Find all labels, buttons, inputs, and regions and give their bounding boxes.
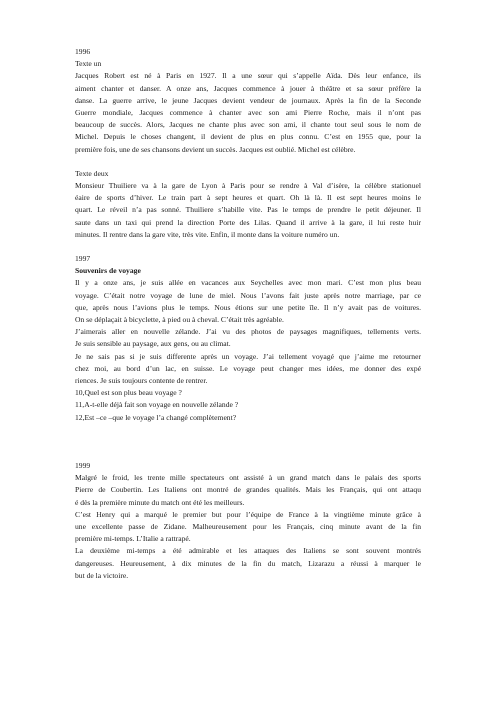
text-one-line: Guerre mondiale, Jacques commence à chanter avec son ami Pierre Roche, mais il n’ont pas (75, 108, 421, 118)
text-one-line: danse. La guerre arrive, le jeune Jacques devient vendeur de journaux. Après la fin de la Seconde (75, 95, 421, 105)
question: 11,A-t-elle déjà fait son voyage en nouvelle zélande ? (75, 400, 239, 410)
text-one-line: aiment chanter et danser. A onze ans, Jacques commence à jouer à théâtre et sa sœur préfère la (75, 83, 421, 93)
spacer (75, 156, 421, 168)
souvenirs-line: voyage. C’était notre voyage de lune de miel. Nous l’avons fait juste après notre marriage, par ce (75, 290, 421, 300)
spacer (75, 442, 421, 460)
souvenirs-line: Je suis sensible au paysage, aux gens, ou au climat. (75, 339, 231, 349)
match-line: Malgré le froid, les trente mille spectateurs ont assisté à un grand match dans le palais des sports (75, 473, 421, 483)
match-line: une excellente passe de Zidane. Malheureusement pour les Français, cinq minute avant de la fin (75, 521, 421, 531)
souvenirs-line: chez moi, au bord d’un lac, en suisse. Le voyage peut changer mes idées, me donner des expé (75, 363, 421, 373)
match-line: La deuxième mi-temps a été admirable et les attaques des Italiens se sont souvent montrés (75, 546, 421, 556)
year-heading-1996: 1996 (75, 47, 91, 56)
souvenirs-line: On se déplaçait à bicyclette, à pied ou à cheval. C’était très agréable. (75, 315, 284, 325)
text-two-line: saute dans un taxi qui prend la direction Porte des Lilas. Quand il arrive à la gare, il lui reste huir (75, 217, 421, 227)
text-one-line: Michel. Depuis le choses changent, il devient de plus en plus connu. C’est en 1955 que, pour la (75, 132, 421, 142)
text-one-line: Jacques Robert est né à Paris en 1927. Il a une sœur qui s’appelle Aïda. Dès leur enfance, ils (75, 71, 421, 81)
souvenirs-line: J’aimerais aller en nouvelle zélande. J’ai vu des photos de paysages magnifiques, tellements verts. (75, 327, 421, 337)
text-one-line: première fois, une de ses chansons devient un succès. Jacques est oublié. Michel est célèbre. (75, 144, 356, 154)
year-heading-1997: 1997 (75, 254, 91, 264)
document-page (75, 46, 421, 582)
text-one-line: beaucoup de succès. Alors, Jacques ne chante plus avec son ami, il chante tout seul sous le nom de (75, 120, 421, 130)
match-line: but de la victoire. (75, 570, 129, 580)
match-line: première mi-temps. L’Italie a rattrapé. (75, 534, 191, 544)
match-line: C’est Henry qui a marqué le premier but pour l’équipe de France à la vingtième minute grâce à (75, 509, 421, 519)
year-heading-1999: 1999 (75, 460, 91, 470)
text-two-line: éaire de sports d’hiver. Le train part à sept heures et quart. Oh là là. Il est sept heures moins le (75, 193, 421, 203)
question: 10,Quel est son plus beau voyage ? (75, 388, 182, 398)
section-title-souvenirs: Souvenirs de voyage (75, 266, 141, 276)
text-two-line: Monsieur Thuiliere va à la gare de Lyon à Paris pour se rendre à Val d’isère, la célèbre stationuel (75, 181, 421, 191)
text-two-line: quart. Le réveil n’a pas sonné. Thuiliere s’habille vite. Pas le temps de prendre le petit déjeuner. Il (75, 205, 421, 215)
text-two-title: Texte deux (75, 168, 109, 178)
souvenirs-line: riences. Je suis toujours contente de rentrer. (75, 376, 208, 386)
question: 12,Est –ce –que le voyage l’a changé complètement? (75, 412, 237, 422)
spacer (75, 241, 421, 253)
text-one-title: Texte un (75, 59, 102, 69)
souvenirs-line: Il y a onze ans, je suis allée en vacances aux Seychelles avec mon mari. C’est mon plus beau (75, 278, 421, 288)
match-line: é dès la première minute du match ont été les meilleurs. (75, 497, 245, 507)
match-line: Pierre de Coubertin. Les Italiens ont montré de grandes qualités. Mais les Français, qui ont attaqu (75, 485, 421, 495)
souvenirs-line: Je ne sais pas si je suis differente après un voyage. J’ai tellement voyagé que j’aime me retourner (75, 351, 421, 361)
text-two-line: minutes. Il rentre dans la gare vite, très vite. Enfin, il monte dans la voiture numéro un. (75, 229, 340, 239)
match-line: dangereuses. Heureusement, à dix minutes de la fin du match, Lizarazu a réussi à marquer le (75, 558, 421, 568)
souvenirs-line: que, après nous l’avions plus le temps. Nous étions sur une petite île. Il n’y avait pas de voitures. (75, 302, 421, 312)
spacer (75, 424, 421, 442)
